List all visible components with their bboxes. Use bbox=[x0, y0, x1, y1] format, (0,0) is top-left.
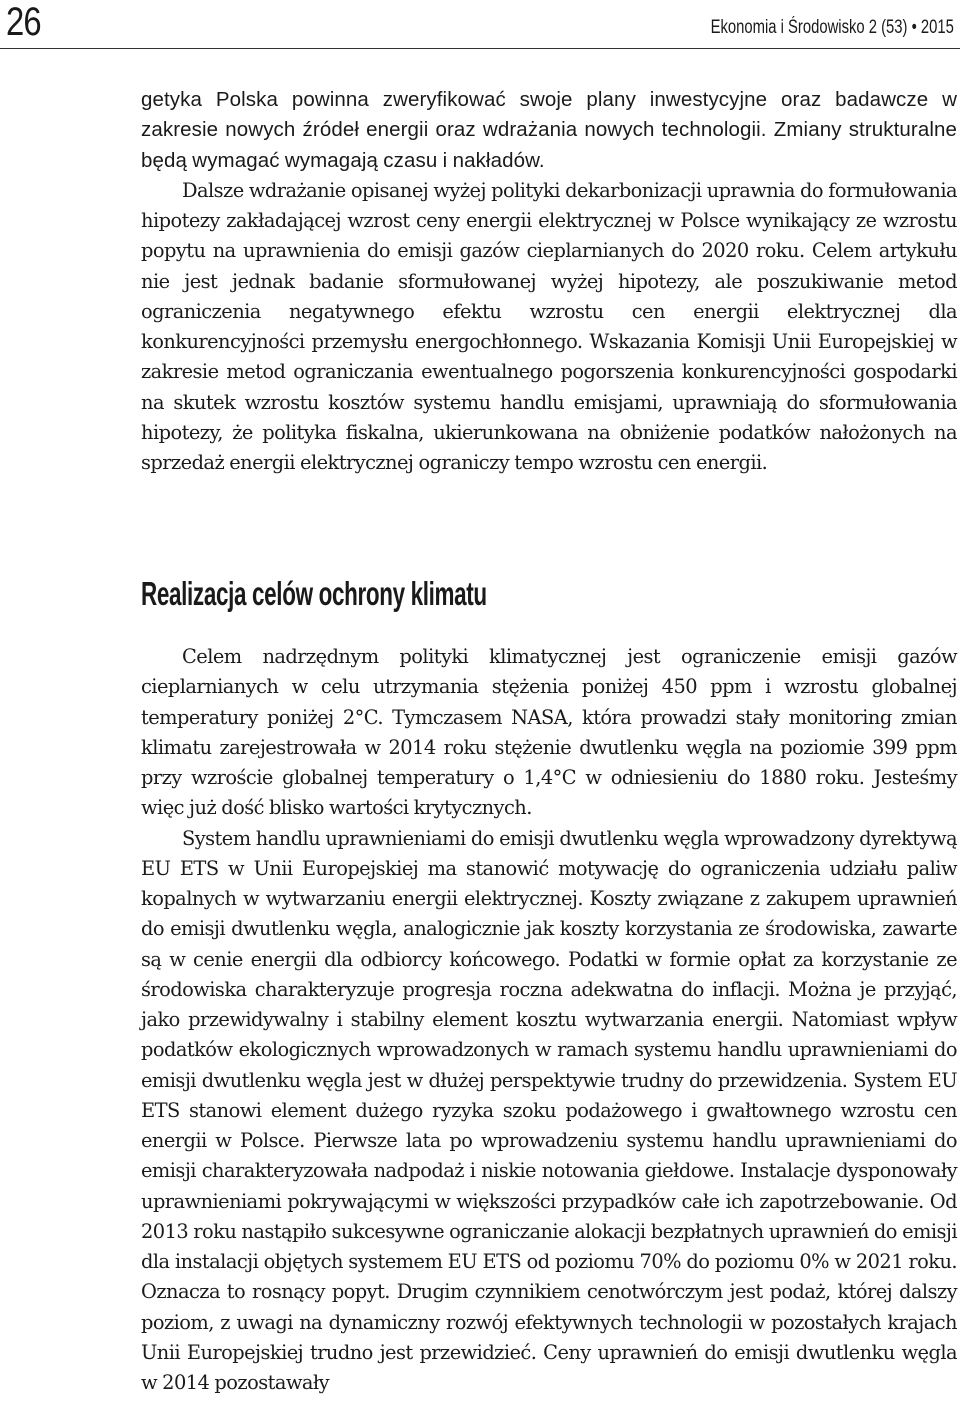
section-paragraph-1: Celem nadrzędnym polityki klimatycznej jest ograniczenie emisji gazów cieplarnianych w celu utrzymania stężenia poniżej 450 ppm i wzrostu globalnej temperatury poniżej 2°C. Tymczasem NASA, która prowadzi stały monitoring zmian klimatu zarejestrowała w 2014 roku stężenie dwutlenku węgla na poziomie 399 ppm przy wzroście globalnej temperatury o 1,4°C w odniesieniu do 1880 roku. Jesteśmy więc już dość blisko wartości krytycznych. bbox=[141, 645, 957, 820]
running-head: Ekonomia i Środowisko 2 (53) • 2015 bbox=[710, 17, 954, 38]
page-header bbox=[0, 0, 960, 49]
body-text-top bbox=[141, 85, 957, 478]
section-paragraph-2: System handlu uprawnieniami do emisji dwutlenku węgla wprowadzony dyrektywą EU ETS w Unii Europejskiej ma stanowić motywację do ograniczenia udziału paliw kopalnych w wytwarzaniu energii elektrycznej. Koszty związane z zakupem uprawnień do emisji dwutlenku węgla, analogicznie jak koszty korzystania ze środowiska, zawarte są w cenie energii dla odbiorcy końcowego. Podatki w formie opłat za korzystanie ze środowiska charakteryzuje progresja roczna adekwatna do inflacji. Można je przyjąć, jako przewidywalny i stabilny element kosztu wytwarzania energii. Natomiast wpływ podatków ekologicznych wprowadzonych w ramach systemu handlu uprawnieniami do emisji dwutlenku węgla jest w dłużej perspektywie trudny do przewidzenia. System EU ETS stanowi element dużego ryzyka szoku podażowego i gwałtownego wzrostu cen energii w Polsce. Pierwsze lata po wprowadzeniu systemu handlu uprawnieniami do emisji charakteryzowała nadpodaż i niskie notowania giełdowe. Instalacje dysponowały uprawnieniami pokrywającymi w większości przypadków całe ich zapotrzebowanie. Od 2013 roku nastąpiło sukcesywne ograniczanie alokacji bezpłatnych uprawnień do emisji dla instalacji objętych systemem EU ETS od poziomu 70% do poziomu 0% w 2021 roku. Oznacza to rosnący popyt. Drugim czynnikiem cenotwórczym jest podaż, której dalszy poziom, z uwagi na dynamiczny rozwój efektywnych technologii w pozostałych krajach Unii Europejskiej trudno jest przewidzieć. Ceny uprawnień do emisji dwutlenku węgla w 2014 pozostawały bbox=[141, 826, 957, 1394]
page-number: 26 bbox=[6, 0, 41, 44]
section-title: Realizacja celów ochrony klimatu bbox=[141, 575, 487, 612]
section-body bbox=[141, 642, 957, 1398]
paragraph-hypothesis: Dalsze wdrażanie opisanej wyżej polityki dekarbonizacji uprawnia do formułowania hipotezy zakładającej wzrost ceny energii elektrycznej w Polsce wynikający ze wzrostu popytu na uprawnienia do emisji gazów cieplarnianych do 2020 roku. Celem artykułu nie jest jednak badanie sformułowanej wyżej hipotezy, ale poszukiwanie metod ograniczenia negatywnego efektu wzrostu cen energii elektrycznej dla konkurencyjności przemysłu energochłonnego. Wskazania Komisji Unii Europejskiej w zakresie metod ograniczania ewentualnego pogorszenia konkurencyjności gospodarki na skutek wzrostu kosztów systemu handlu emisjami, uprawniają do sformułowania hipotezy, że polityka fiskalna, ukierunkowana na obniżenie podatków nałożonych na sprzedaż energii elektrycznej ograniczy tempo wzrostu cen energii. bbox=[141, 178, 957, 474]
intro-paragraph: getyka Polska powinna zweryfikować swoje plany inwestycyjne oraz badawcze w zakresie nowych źródeł energii oraz wdrażania nowych technologii. Zmiany strukturalne będą wymagać wymagają czasu i nakładów. bbox=[141, 88, 957, 172]
